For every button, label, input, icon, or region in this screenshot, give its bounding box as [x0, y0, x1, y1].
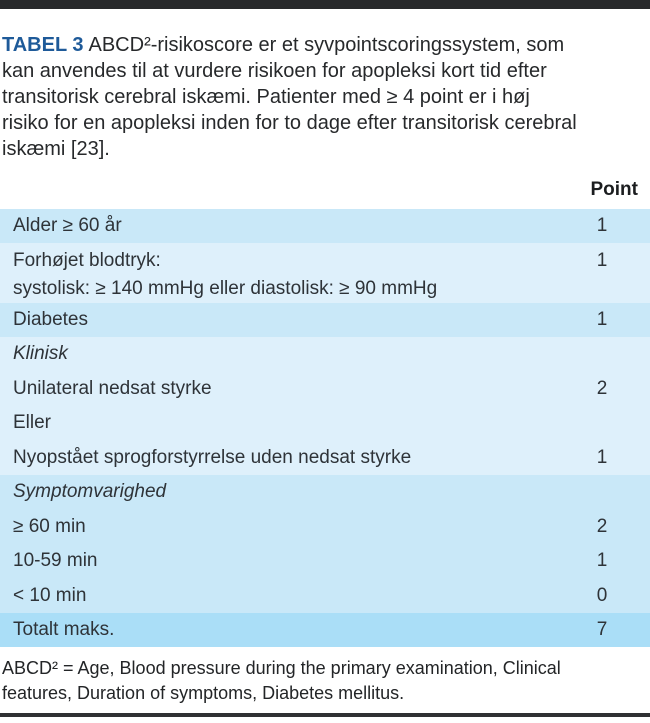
row-point: 1: [596, 309, 608, 330]
table-row-unilateral: [0, 372, 650, 407]
table-header-row: [0, 162, 650, 209]
row-point: 0: [596, 584, 608, 606]
row-label: Unilateral nedsat styrke: [13, 377, 212, 399]
table-row-totalt-maks: [0, 613, 650, 647]
table-footnote: ABCD² = Age, Blood pressure during the primary examination, Clinical features, Duration of symptoms, Diabetes mellitus.: [2, 658, 561, 703]
row-label: < 10 min: [13, 584, 87, 606]
row-label-line2: systolisk: ≥ 140 mmHg eller diastolisk: ≥ 90 mmHg: [13, 278, 438, 299]
table-row-10-59-min: [0, 544, 650, 579]
row-point: 2: [596, 377, 608, 399]
table-row-symptomvarighed-section: [0, 475, 650, 510]
table-row-klinisk-section: [0, 337, 650, 372]
table-row-nyopstaaet: [0, 441, 650, 476]
row-label: Eller: [13, 412, 52, 434]
table-caption-text: ABCD²-risikoscore er et syvpointscoringssystem, som kan anvendes til at vurdere risikoen for apopleksi kort tid efter transitorisk cerebral iskæmi. Patienter med ≥ 4 point er i høj risiko for en apopleksi inden for to dage efter transitorisk cerebral iskæmi [23].: [2, 34, 577, 160]
table-row-ge-60-min: [0, 510, 650, 545]
table-row-alder: [0, 209, 650, 243]
table-row-eller: [0, 406, 650, 441]
table-caption: [2, 32, 577, 162]
abcd2-score-table: [0, 162, 650, 647]
row-label: Totalt maks.: [13, 619, 115, 640]
table-row-blodtryk: [0, 243, 650, 303]
row-label: ≥ 60 min: [13, 515, 86, 537]
row-point: 1: [596, 215, 608, 236]
bottom-divider-rule: [0, 713, 650, 717]
top-divider-rule: [0, 0, 650, 9]
row-point: 2: [596, 515, 608, 537]
row-label: Nyopstået sprogforstyrrelse uden nedsat styrke: [13, 446, 412, 468]
row-point: 1: [596, 250, 608, 271]
row-label: [0, 247, 566, 303]
row-point: 1: [596, 550, 608, 572]
row-label-line1: Forhøjet blodtryk:: [13, 250, 161, 271]
row-point: 1: [596, 446, 608, 468]
row-label: Klinisk: [13, 343, 68, 365]
row-label: 10-59 min: [13, 550, 98, 572]
table-row-diabetes: [0, 303, 650, 337]
table-caption-label: TABEL 3: [2, 34, 84, 56]
row-label: Diabetes: [13, 309, 88, 330]
point-column-header: Point: [590, 179, 638, 200]
row-label: Symptomvarighed: [13, 481, 167, 503]
table-row-lt-10-min: [0, 579, 650, 614]
row-label: Alder ≥ 60 år: [13, 215, 122, 236]
row-point: 7: [596, 619, 608, 640]
